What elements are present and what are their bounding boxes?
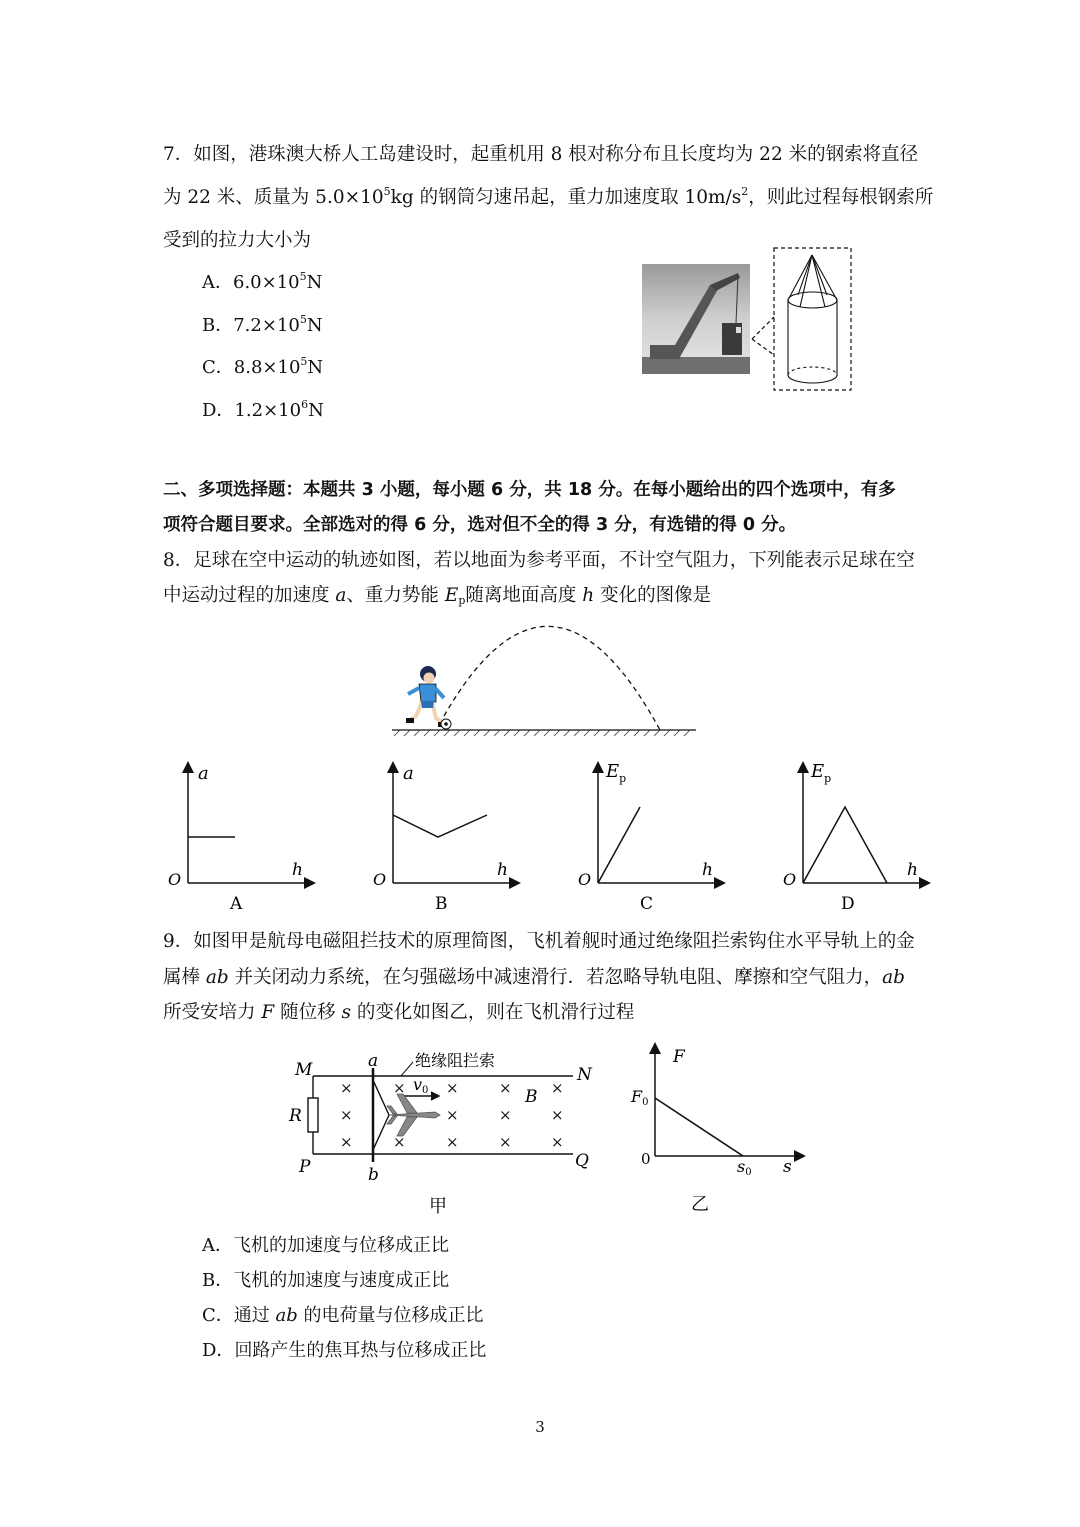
graph-a-x-label: h [292,860,303,880]
svg-text:×: × [551,1079,564,1097]
q9-option-b: B．飞机的加速度与速度成正比 [202,1270,450,1291]
ball-trajectory [444,626,660,730]
svg-text:×: × [446,1106,459,1124]
q8-line-1: 8．足球在空中运动的轨迹如图，若以地面为参考平面，不计空气阻力，下列能表示足球在空 [163,550,915,571]
resistor-r [308,1098,318,1132]
graph-b-y-label: a [403,763,414,784]
caption-yi: 乙 [691,1194,709,1215]
graph-c-x-label: h [702,860,713,880]
label-field-b: B [525,1087,538,1107]
q9-line-1: 9．如图甲是航母电磁阻拦技术的原理简图，飞机着舰时通过绝缘阻拦索钩住水平导轨上的金 [163,931,915,952]
inset-pointer [752,317,774,355]
cylinder-diagram [788,255,837,383]
soccer-player [406,666,447,727]
label-v0: v0 [413,1075,429,1096]
caption-jia: 甲 [429,1196,447,1217]
graph-b-caption: B [435,894,448,914]
label-n: N [577,1065,592,1085]
q9-figure-yi [625,1040,815,1218]
label-r: R [289,1106,302,1126]
svg-text:×: × [446,1079,459,1097]
svg-text:×: × [499,1133,512,1151]
graph-a-y-label: a [198,763,209,784]
svg-text:×: × [340,1079,353,1097]
label-s: s [783,1157,792,1177]
graph-a-caption: A [230,894,243,914]
q7-option-c: C．$8.8\times 10^5N$ [202,355,324,378]
q9-option-a: A．飞机的加速度与位移成正比 [202,1235,449,1256]
graph-c-origin: O [578,870,592,889]
label-origin-zero: 0 [641,1150,651,1168]
svg-text:×: × [551,1133,564,1151]
graph-d [783,761,925,914]
page-number: 3 [535,1418,545,1436]
q7-option-d: D．$1.2\times 10^6N$ [202,398,324,421]
cylinder-inset-frame [774,248,851,390]
q7-line-1: 7．如图，港珠澳大桥人工岛建设时，起重机用 8 根对称分布且长度均为 22 米的钢索将直径 [163,144,919,165]
graph-d-line [803,807,887,883]
label-m: M [295,1060,313,1080]
svg-text:×: × [340,1133,353,1151]
svg-text:×: × [393,1079,406,1097]
graph-d-x-label: h [907,860,918,880]
label-s0: s0 [737,1157,752,1178]
ground-hatching [394,730,690,736]
q8-trajectory-figure [388,612,700,742]
graph-b-x-label: h [497,860,508,880]
q7-line-2: 为 22 米、质量为 $5.0\times 10^5kg$ 的钢筒匀速吊起，重力加速度取 $10m/s^2$，则此过程每根钢索所 [163,185,934,208]
svg-text:×: × [340,1106,353,1124]
arrest-cable [373,1080,389,1150]
label-f: F [673,1047,685,1067]
q8-answer-graphs [160,755,940,920]
q9-line-3: 所受安培力 F 随位移 s 的变化如图乙，则在飞机滑行过程 [163,1002,635,1023]
label-arrest-cable: 绝缘阻拦索 [415,1051,496,1070]
label-b: b [368,1165,379,1185]
graph-c-line [598,807,640,883]
q7-option-b: B．$7.2\times 10^5N$ [202,313,323,336]
q9-option-d: D．回路产生的焦耳热与位移成正比 [202,1340,487,1361]
graph-d-caption: D [841,894,855,914]
q9-figure-jia [285,1040,605,1218]
label-f0: F0 [631,1087,649,1108]
graph-b-origin: O [373,870,387,889]
q8-line-2: 中运动过程的加速度 a、重力势能 $E_p$随离地面高度 h 变化的图像是 [163,585,712,607]
graph-d-origin: O [783,870,797,889]
graph-a-origin: O [168,870,182,889]
graph-b-line [393,815,487,837]
crane-photo [642,264,750,374]
label-p: P [299,1157,311,1177]
svg-text:×: × [551,1106,564,1124]
q9-option-c: C．通过 ab 的电荷量与位移成正比 [202,1305,484,1326]
graph-d-y-label: $E_p$ [811,761,832,785]
graph-b [373,763,515,914]
force-displacement-line [655,1098,743,1156]
graph-c-caption: C [640,894,654,914]
section-2-instructions-2: 项符合题目要求。全部选对的得 6 分，选对但不全的得 3 分，有选错的得 0 分。 [163,515,797,535]
svg-text:×: × [393,1133,406,1151]
svg-text:×: × [446,1133,459,1151]
q9-line-2: 属棒 ab 并关闭动力系统，在匀强磁场中减速滑行．若忽略导轨电阻、摩擦和空气阻力，ab [163,967,906,988]
label-a: a [368,1051,379,1071]
graph-a [168,763,310,914]
svg-text:×: × [499,1106,512,1124]
section-2-instructions-1: 二、多项选择题：本题共 3 小题，每小题 6 分，共 18 分。在每小题给出的四个选项中，有多 [163,480,896,500]
graph-c-y-label: $E_p$ [606,761,627,785]
q7-option-a: A．$6.0\times 10^5N$ [202,270,323,293]
q7-crane-figure [640,245,855,395]
label-q: Q [575,1151,589,1171]
svg-text:×: × [499,1079,512,1097]
airplane-icon [387,1094,440,1136]
graph-c [578,761,720,914]
q7-line-3: 受到的拉力大小为 [163,230,312,251]
